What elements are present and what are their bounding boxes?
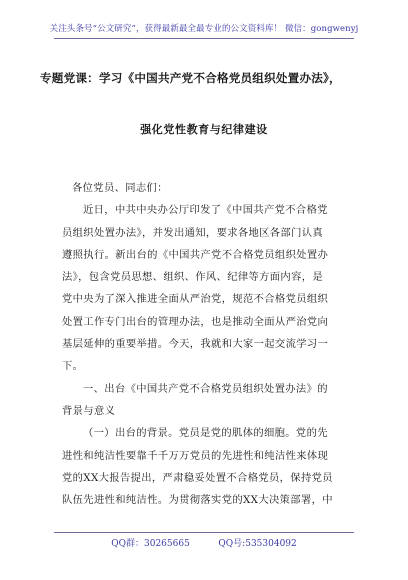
paragraph-line: （一）出台的背景。党员是党的肌体的细胞。党的先 — [83, 427, 328, 440]
section-heading-line: 背景与意义 — [62, 404, 116, 417]
document-subtitle: 强化党性教育与纪律建设 — [140, 123, 268, 136]
paragraph-line: 员组织处置办法》，并发出通知，要求各地区各部门认真 — [62, 226, 324, 239]
header-note: 关注头条号“公文研究”，获得最新最全最专业的公文资料库！ 微信：gongwenyj — [49, 24, 359, 34]
paragraph-line: 遵照执行。新出台的《中国共产党不合格党员组织处置办 — [62, 248, 329, 261]
document-body — [62, 177, 352, 511]
paragraph-line: 队伍先进性和纯洁性。为贯彻落实党的XX大决策部署，中 — [62, 494, 333, 507]
paragraph-line: 法》，包含党员思想、组织、作风、纪律等方面内容，是 — [62, 271, 324, 284]
footer-contact: QQ群：30265665 QQ号:535304092 — [111, 539, 297, 549]
footer-divider — [54, 532, 354, 533]
section-heading-line: 一、出台《中国共产党不合格党员组织处置办法》的 — [83, 382, 328, 395]
paragraph-line: 党的XX大报告提出，严肃稳妥处置不合格党员，保持党员 — [62, 471, 333, 484]
paragraph-line: 处置工作专门出台的管理办法，也是推动全面从严治党向 — [62, 315, 329, 328]
header-divider — [54, 38, 354, 39]
paragraph-line: 进性和纯洁性要靠千千万万党员的先进性和纯洁性来体现 — [62, 449, 329, 462]
greeting-line: 各位党员、同志们： — [72, 182, 168, 194]
paragraph-line: 党中央为了深入推进全面从严治党，规范不合格党员组织 — [62, 293, 329, 306]
paragraph-line: 基层延伸的重要举措。今天，我就和大家一起交流学习一 — [62, 338, 329, 351]
paragraph-line: 近日，中共中央办公厅印发了《中国共产党不合格党 — [83, 204, 328, 217]
document-title: 专题党课：学习《中国共产党不合格党员组织处置办法》， — [40, 71, 341, 85]
paragraph-line: 下。 — [62, 360, 84, 373]
